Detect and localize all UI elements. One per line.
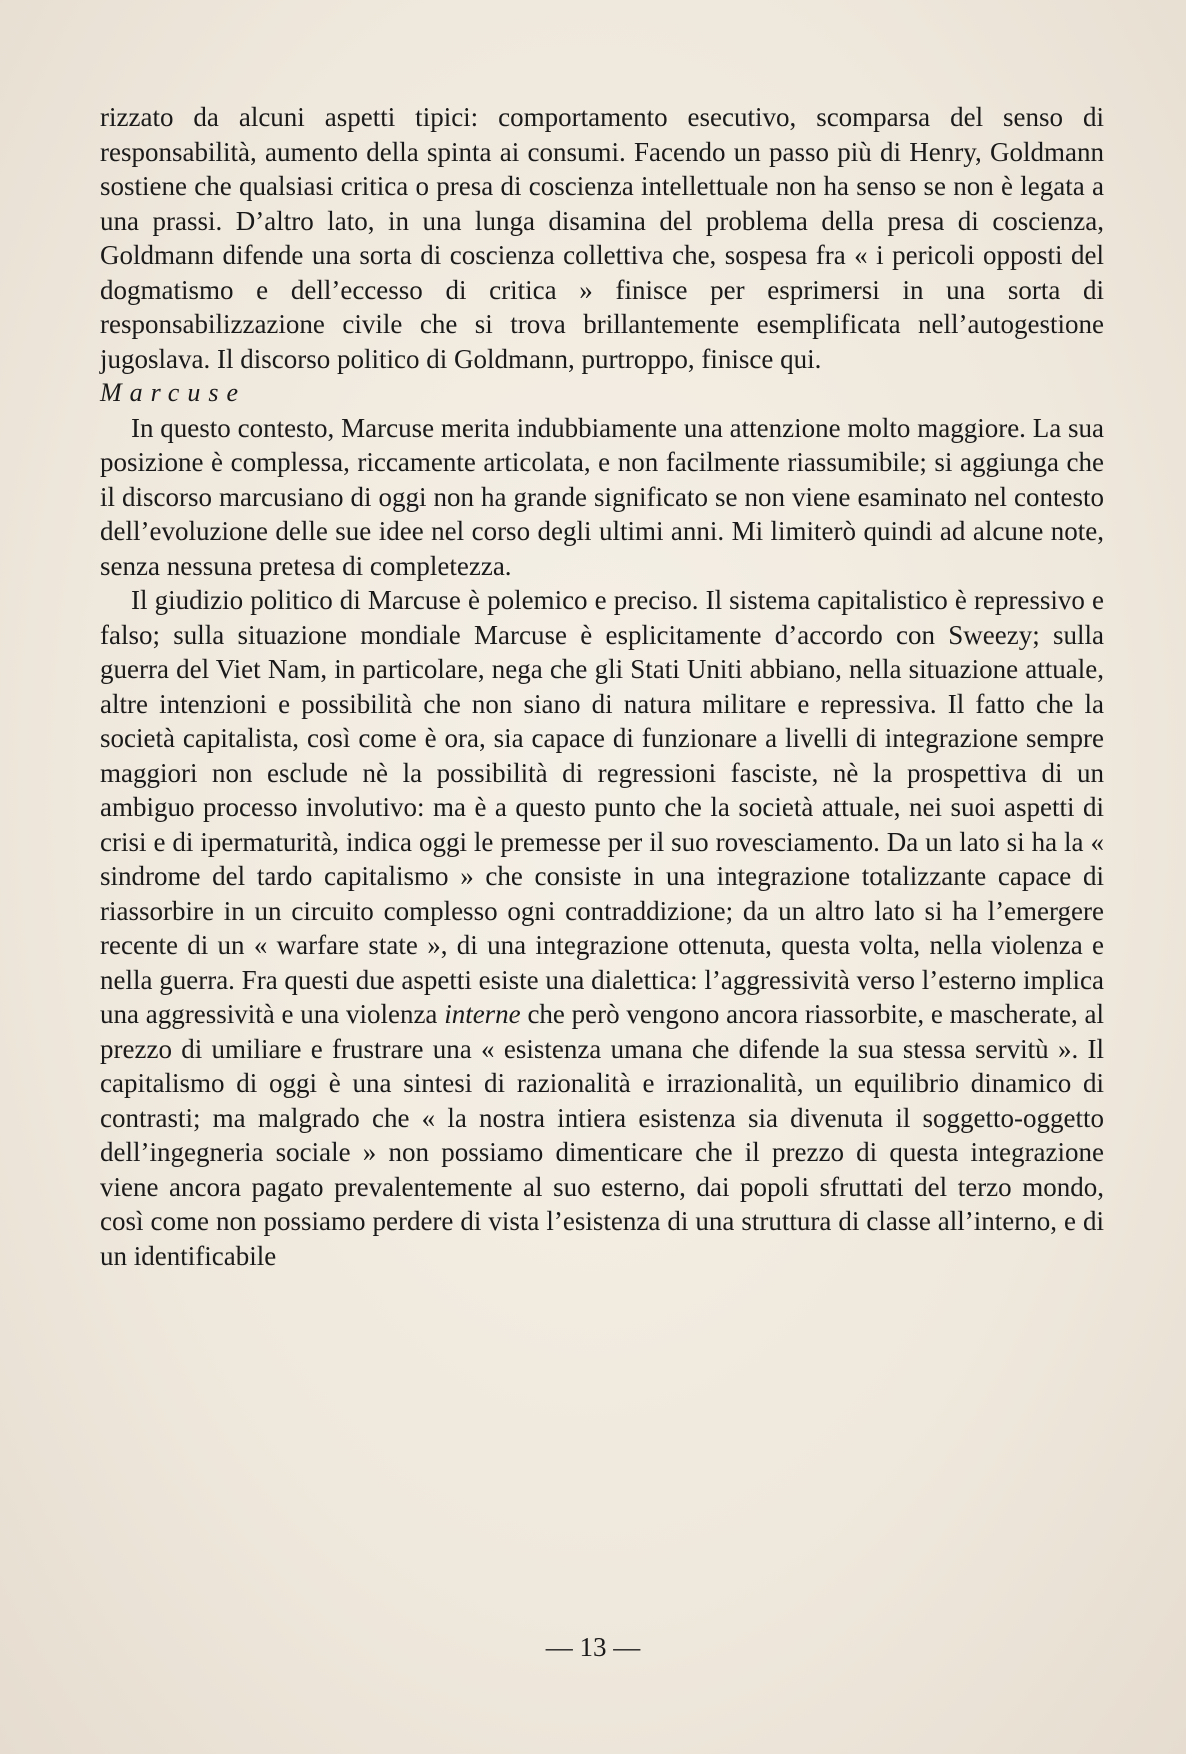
paragraph-marcuse-politics (100, 583, 1104, 1273)
paragraph-marcuse-intro: In questo contesto, Marcuse merita indubbiamente una attenzione molto maggiore. La sua posizione è complessa, riccamente articolata, e non facilmente riassumibile; si aggiunga che il discorso marcusiano di oggi non ha grande significato se non viene esaminato nel contesto dell’evoluzione delle sue idee nel corso degli ultimi anni. Mi limiterò quindi ad alcune note, senza nessuna pretesa di completezza. (100, 412, 1104, 581)
paragraph-part-1: Il giudizio politico di Marcuse è polemico e preciso. Il sistema capitalistico è repressivo e falso; sulla situazione mondiale Marcuse è esplicitamente d’accordo con Sweezy; sulla guerra del Viet Nam, in particolare, nega che gli Stati Uniti abbiano, nella situazione attuale, altre intenzioni e possibilità che non siano di natura militare e repressiva. Il fatto che la società capitalista, così come è ora, sia capace di funzionare a livelli di integrazione sempre maggiori non esclude nè la possibilità di regressioni fasciste, nè la prospettiva di un ambiguo processo involutivo: ma è a questo punto che la società attuale, nei suoi aspetti di crisi e di ipermaturità, indica oggi le premesse per il suo rovesciamento. Da un lato si ha la « sindrome del tardo capitalismo » che consiste in una integrazione totalizzante capace di riassorbire in un circuito complesso ogni contraddizione; da un altro lato si ha l’emergere recente di un « warfare state », di una integrazione ottenuta, questa volta, nella violenza e nella guerra. Fra questi due aspetti esiste una dialettica: l’aggressività verso l’esterno implica una aggressività e una violenza (100, 585, 1104, 1029)
section-heading: Marcuse (100, 378, 247, 407)
paragraph-continued: rizzato da alcuni aspetti tipici: comportamento esecutivo, scomparsa del senso di responsabilità, aumento della spinta ai consumi. Facendo un passo più di Henry, Goldmann sostiene che qualsiasi critica o presa di coscienza intellettuale non ha senso se non è legata a una prassi. D’altro lato, in una lunga disamina del problema della presa di coscienza, Goldmann difende una sorta di coscienza collettiva che, sospesa fra « i pericoli opposti del dogmatismo e dell’eccesso di critica » finisce per esprimersi in una sorta di responsabilizzazione civile che si trova brillantemente esemplificata nell’autogestione jugoslava. Il discorso politico di Goldmann, purtroppo, finisce qui. (100, 102, 1104, 374)
page-number: — 13 — (545, 1632, 641, 1662)
paragraph-part-2: che però vengono ancora riassorbite, e mascherate, al prezzo di umiliare e frustrare una « esistenza umana che difende la sua stessa servitù ». Il capitalismo di oggi è una sintesi di razionalità e irrazionalità, un equilibrio dinamico di contrasti; ma malgrado che « la nostra intiera esistenza sia divenuta il soggetto-oggetto dell’ingegneria sociale » non possiamo dimenticare che il prezzo di questa integrazione viene ancora pagato prevalentemente al suo esterno, dai popoli sfruttati del terzo mondo, così come non possiamo perdere di vista l’esistenza di una struttura di classe all’interno, e di un identificabile (100, 999, 1105, 1271)
body-text (100, 100, 1104, 1273)
italic-word: interne (444, 999, 521, 1029)
